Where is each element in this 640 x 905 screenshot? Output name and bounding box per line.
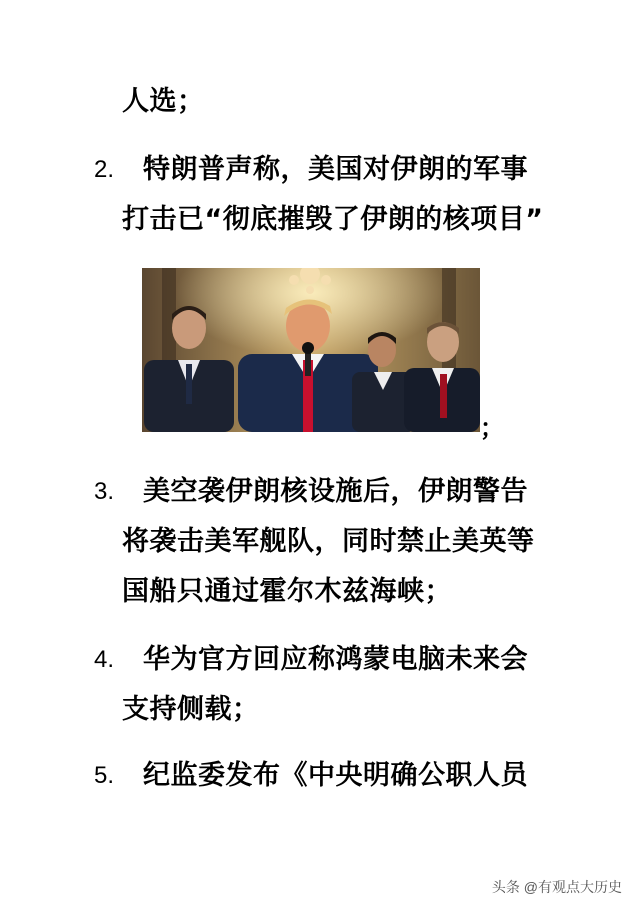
item-5-number: 5.: [94, 762, 115, 789]
news-photo: [142, 268, 480, 432]
line-6: 华为官方回应称鸿蒙电脑未来会: [143, 644, 528, 675]
line-7: 支持侧载；: [122, 694, 260, 725]
watermark: 头条 @有观点大历史: [491, 879, 622, 895]
line-2: 打击已“彻底摧毁了伊朗的核项目”: [122, 204, 544, 235]
line-5: 国船只通过霍尔木兹海峡；: [122, 576, 452, 607]
line-3: 美空袭伊朗核设施后，伊朗警告: [143, 476, 528, 507]
item-3-number: 3.: [94, 478, 115, 505]
line-4: 将袭击美军舰队，同时禁止美英等: [122, 526, 535, 557]
item-2-number: 2.: [94, 156, 115, 183]
line-8: 纪监委发布《中央明确公职人员: [143, 760, 528, 791]
line-1: 特朗普声称，美国对伊朗的军事: [143, 154, 528, 185]
item-4-number: 4.: [94, 646, 115, 673]
image-suffix: ；: [480, 414, 504, 442]
line-0: 人选；: [122, 86, 205, 117]
